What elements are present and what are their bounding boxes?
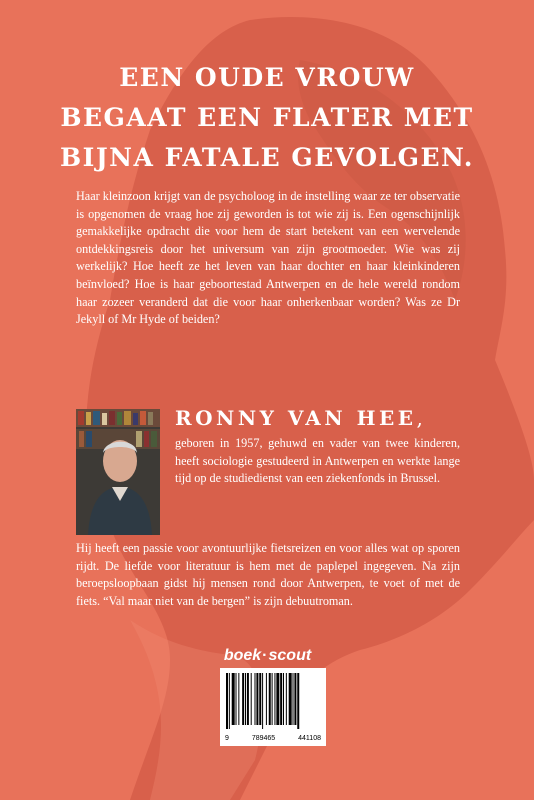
author-portrait-image <box>76 409 160 535</box>
author-bio-intro: geboren in 1957, gehuwd en vader van twee kinderen, heeft sociologie gestudeerd in Antwerpen en werkte lange tijd op de studiedienst van een ziekenfonds in Brussel. <box>175 436 460 486</box>
headline-line: EEN OUDE VROUW <box>119 63 415 92</box>
publisher-logo-part1: boek <box>223 647 262 664</box>
headline-line: BEGAAT EEN FLATER MET <box>60 103 474 132</box>
author-name <box>175 405 465 431</box>
barcode-digits <box>225 735 321 742</box>
publisher-logo <box>215 647 320 665</box>
author-name-text: RONNY VAN HEE <box>175 406 417 430</box>
headline <box>0 58 534 178</box>
author-bio-rest: Hij heeft een passie voor avontuurlijke fietsreizen en voor alles wat op sporen rijdt. De liefde voor literatuur is hem met de paplepel ingegeven. Na zijn beroepsloopbaan gidst hij mensen rond door Antwerpen, te voet of met de fiets. “Val maar niet van de bergen” is zijn debuutroman. <box>76 541 460 608</box>
barcode-group-2: 441108 <box>298 735 321 742</box>
author-photo <box>76 409 160 535</box>
headline-line: BIJNA FATALE GEVOLGEN. <box>60 143 474 172</box>
publisher-logo-dot: · <box>262 647 268 664</box>
publisher-logo-part2: scout <box>268 647 312 664</box>
back-cover-blurb: Haar kleinzoon krijgt van de psycholoog in de instelling waar ze ter observatie is opgenomen de vraag hoe zij geworden is tot wie zij is. Een ogenschijnlijk gemakkelijke opdracht die voor hem de start betekent van een wervelende ontdekkingsreis door het universum van zijn grootmoeder. Wie was zij werkelijk? Hoe heeft ze het leven van haar dochter en haar kleinkinderen beïnvloed? Hoe is haar geboortestad Antwerpen en de hele wereld rondom haar zozeer veranderd dat die voor haar onherkenbaar worden? Was ze Dr Jekyll of Mr Hyde of beiden? <box>76 189 460 327</box>
isbn-barcode <box>220 668 326 746</box>
barcode-bars <box>225 673 321 729</box>
barcode-group-1: 789465 <box>251 735 276 742</box>
author-name-comma: , <box>416 406 427 430</box>
barcode-lead-digit: 9 <box>225 735 229 742</box>
